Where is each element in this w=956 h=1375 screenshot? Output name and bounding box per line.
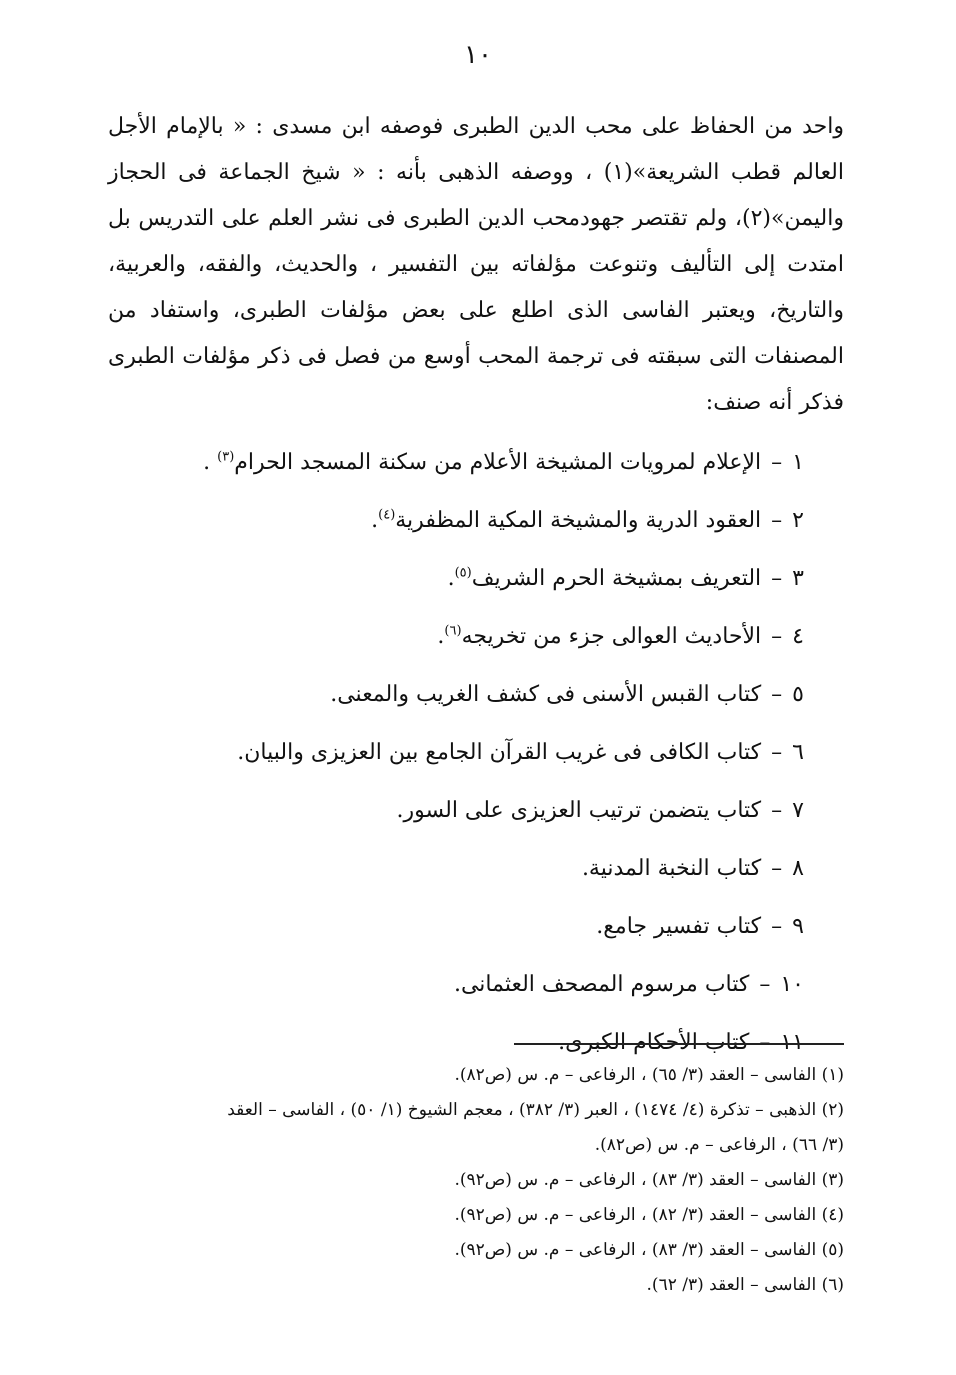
footnote: (١) الفاسى – العقد (٣/ ٦٥) ، الرفاعى – م. س (ص٨٢). — [454, 1065, 844, 1085]
list-item: ٢–العقود الدرية والمشيخة المكية المظفرية$^{(٤)}$. — [371, 507, 804, 533]
list-item: ١–الإعلام لمرويات المشيخة الأعلام من سكنة المسجد الحرام$^{(٣)}$ . — [203, 449, 804, 475]
footnote: (٢) الذهبى – تذكرة (٤/ ١٤٧٤) ، العبر (٣/ ٣٨٢) ، معجم الشيوخ (١/ ٥٠) ، الفاسى – العقد — [227, 1100, 844, 1120]
footnote: (٦) الفاسى – العقد (٣/ ٦٢). — [646, 1275, 844, 1295]
footnote-separator — [514, 1043, 844, 1045]
list-item: ٦–كتاب الكافى فى غريب القرآن الجامع بين العزيزى والبيان. — [237, 740, 804, 765]
list-item: ٤–الأحاديث العوالى جزء من تخريجه$^{(٦)}$. — [437, 623, 804, 649]
footnote: (٣/ ٦٦) ، الرفاعى – م. س (ص٨٢). — [594, 1135, 844, 1155]
intro-paragraph: واحد من الحفاظ على محب الدين الطبرى فوصفه ابن مسدى : « بالإمام الأجل العالم قطب الشريعة»(١) ، ووصفه الذهبى بأنه : « شيخ الجماعة فى الحجاز واليمن»(٢)، ولم تقتصر جهودمحب الدين الطبرى فى نشر العلم على التدريس بل امتدت إلى التأليف وتنوعت مؤلفاته بين التفسير ، والحديث، والفقه، والعربية، والتاريخ، ويعتبر الفاسى الذى اطلع على بعض مؤلفات الطبرى، واستفاد من المصنفات التى سبقته فى ترجمة المحب أوسع من فصل فى ذكر مؤلفات الطبرى فذكر أنه صنف: — [108, 114, 844, 415]
page-number: ١٠ — [464, 40, 492, 70]
list-item: ٩–كتاب تفسير جامع. — [596, 914, 804, 939]
list-item: ٧–كتاب يتضمن ترتيب العزيزى على السور. — [396, 798, 804, 823]
list-item: ٨–كتاب النخبة المدنية. — [581, 856, 804, 881]
footnote: (٤) الفاسى – العقد (٣/ ٨٢) ، الرفاعى – م. س (ص٩٢). — [454, 1205, 844, 1225]
list-item: ١٠–كتاب مرسوم المصحف العثمانى. — [453, 972, 804, 997]
page-body — [108, 104, 844, 1072]
list-item: ١١–كتاب الأحكام الكبرى. — [558, 1030, 804, 1055]
footnotes — [108, 1058, 844, 1303]
footnote: (٣) الفاسى – العقد (٣/ ٨٣) ، الرفاعى – م. س (ص٩٢). — [454, 1170, 844, 1190]
footnote: (٥) الفاسى – العقد (٣/ ٨٣) ، الرفاعى – م. س (ص٩٢). — [454, 1240, 844, 1260]
works-list — [108, 434, 844, 1072]
list-item: ٣–التعريف بمشيخة الحرم الشريف$^{(٥)}$. — [447, 565, 804, 591]
list-item: ٥–كتاب القبس الأسنى فى كشف الغريب والمعنى. — [330, 682, 804, 707]
